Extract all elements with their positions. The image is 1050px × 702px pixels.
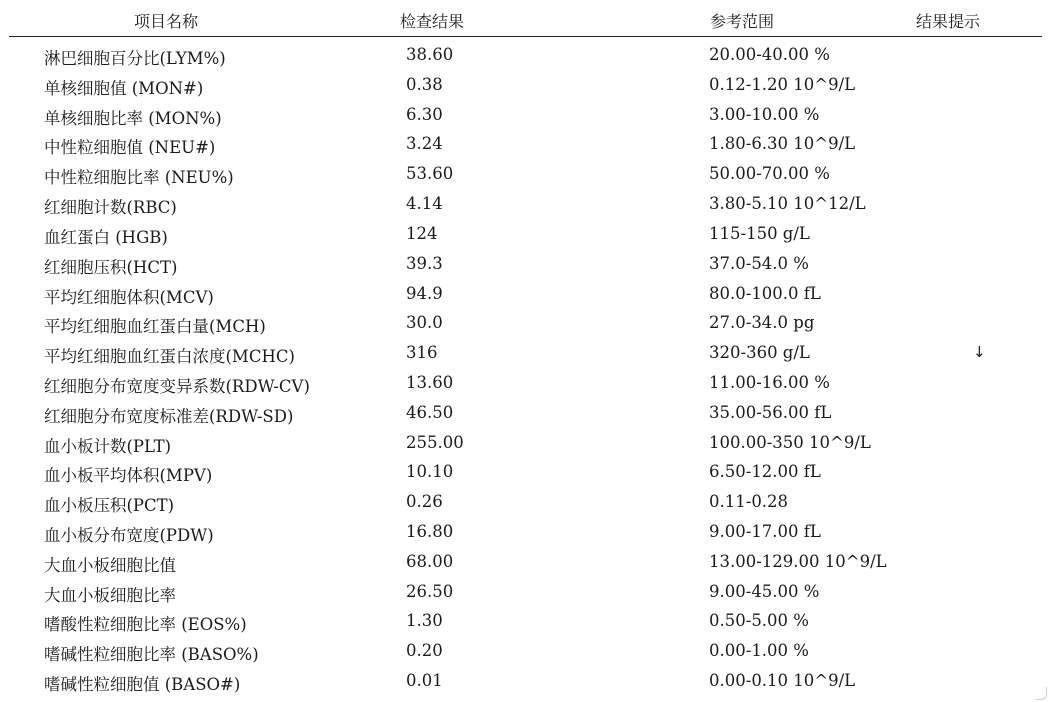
table-row [0, 40, 1050, 70]
item-reference-range: 1.80-6.30 10^9/L [709, 134, 856, 154]
item-result: 10.10 [406, 462, 454, 482]
item-reference-range: 3.80-5.10 10^12/L [709, 194, 866, 214]
item-result: 26.50 [406, 581, 454, 601]
item-name: 中性粒细胞比率 (NEU%) [44, 168, 234, 188]
table-row [0, 428, 1050, 458]
item-name: 中性粒细胞值 (NEU#) [44, 138, 216, 158]
item-reference-range: 37.0-54.0 % [709, 253, 809, 273]
item-name: 血小板压积(PCT) [44, 496, 175, 516]
header-result: 检查结果 [400, 12, 465, 31]
page-corner-mark [1036, 687, 1047, 700]
item-reference-range: 9.00-45.00 % [709, 581, 820, 601]
header-reference-range: 参考范围 [710, 12, 775, 31]
item-name: 血小板计数(PLT) [44, 436, 172, 456]
item-result: 0.01 [406, 671, 443, 691]
item-reference-range: 0.12-1.20 10^9/L [709, 74, 856, 94]
item-reference-range: 0.11-0.28 [709, 492, 789, 512]
item-result: 316 [406, 343, 438, 363]
item-name: 单核细胞比率 (MON%) [44, 108, 222, 128]
item-result: 13.60 [406, 372, 454, 392]
item-reference-range: 20.00-40.00 % [709, 45, 830, 64]
item-reference-range: 13.00-129.00 10^9/L [709, 551, 887, 571]
table-row [0, 606, 1050, 636]
table-row [0, 219, 1050, 249]
table-row [0, 547, 1050, 577]
item-name: 大血小板细胞比值 [44, 555, 176, 575]
table-row [0, 368, 1050, 398]
item-result: 0.20 [406, 641, 443, 661]
table-row [0, 249, 1050, 279]
header-divider [9, 36, 1042, 37]
header-item-name: 项目名称 [134, 12, 199, 31]
item-name: 平均红细胞体积(MCV) [44, 287, 214, 307]
item-name: 血红蛋白 (HGB) [44, 227, 168, 247]
item-reference-range: 0.50-5.00 % [709, 611, 809, 631]
item-name: 红细胞计数(RBC) [44, 198, 177, 218]
item-result: 6.30 [406, 104, 443, 124]
item-name: 大血小板细胞比率 [44, 585, 176, 605]
item-name: 嗜酸性粒细胞比率 (EOS%) [44, 615, 247, 635]
item-result: 16.80 [406, 522, 454, 541]
item-reference-range: 9.00-17.00 fL [709, 522, 821, 541]
item-result: 0.26 [406, 492, 443, 512]
item-result: 53.60 [406, 164, 454, 184]
item-result: 3.24 [406, 134, 443, 154]
item-reference-range: 0.00-1.00 % [709, 641, 809, 661]
item-name: 平均红细胞血红蛋白量(MCH) [44, 317, 266, 337]
item-reference-range: 80.0-100.0 fL [709, 283, 821, 303]
table-header [0, 0, 1050, 36]
table-body [0, 40, 1050, 696]
table-row [0, 189, 1050, 219]
table-row [0, 279, 1050, 309]
item-reference-range: 27.0-34.0 pg [709, 313, 815, 333]
table-row [0, 100, 1050, 130]
item-name: 嗜碱性粒细胞比率 (BASO%) [44, 645, 259, 665]
table-row [0, 577, 1050, 607]
item-result: 124 [406, 223, 438, 243]
table-row [0, 338, 1050, 368]
table-row [0, 666, 1050, 696]
item-reference-range: 50.00-70.00 % [709, 164, 830, 184]
item-reference-range: 35.00-56.00 fL [709, 402, 832, 422]
table-row [0, 457, 1050, 487]
item-name: 淋巴细胞百分比(LYM%) [44, 49, 226, 68]
item-reference-range: 3.00-10.00 % [709, 104, 820, 124]
table-row [0, 70, 1050, 100]
item-result: 4.14 [406, 194, 443, 214]
item-reference-range: 6.50-12.00 fL [709, 462, 821, 482]
table-row [0, 159, 1050, 189]
header-result-flag: 结果提示 [916, 12, 981, 31]
item-name: 单核细胞值 (MON#) [44, 78, 204, 98]
item-name: 红细胞分布宽度变异系数(RDW-CV) [44, 376, 310, 396]
item-result: 1.30 [406, 611, 443, 631]
table-row [0, 487, 1050, 517]
item-result: 46.50 [406, 402, 454, 422]
item-result: 39.3 [406, 253, 443, 273]
item-result: 0.38 [406, 74, 443, 94]
table-row [0, 308, 1050, 338]
item-name: 血小板分布宽度(PDW) [44, 526, 214, 545]
item-result: 38.60 [406, 45, 454, 64]
table-row [0, 398, 1050, 428]
item-reference-range: 11.00-16.00 % [709, 372, 830, 392]
item-reference-range: 0.00-0.10 10^9/L [709, 671, 856, 691]
item-name: 嗜碱性粒细胞值 (BASO#) [44, 675, 241, 695]
item-name: 平均红细胞血红蛋白浓度(MCHC) [44, 347, 295, 367]
item-reference-range: 100.00-350 10^9/L [709, 432, 871, 452]
item-name: 红细胞压积(HCT) [44, 257, 178, 277]
item-result-flag: ↓ [973, 343, 986, 362]
item-name: 血小板平均体积(MPV) [44, 466, 213, 486]
table-row [0, 517, 1050, 547]
table-row [0, 129, 1050, 159]
item-result: 94.9 [406, 283, 443, 303]
item-result: 255.00 [406, 432, 464, 452]
item-name: 红细胞分布宽度标准差(RDW-SD) [44, 406, 294, 426]
item-reference-range: 320-360 g/L [709, 343, 810, 363]
item-result: 68.00 [406, 551, 454, 571]
item-reference-range: 115-150 g/L [709, 223, 810, 243]
item-result: 30.0 [406, 313, 443, 333]
table-row [0, 636, 1050, 666]
